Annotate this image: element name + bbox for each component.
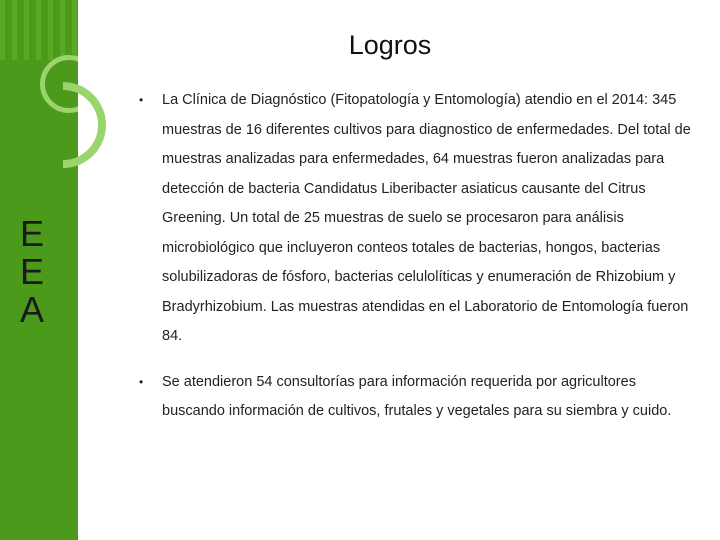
sidebar-acronym	[20, 215, 60, 329]
bullet-text: Se atendieron 54 consultorías para información requerida por agricultores buscando información de cultivos, frutales y vegetales para su siembra y cuido.	[162, 373, 672, 419]
bullet-icon: •	[139, 374, 144, 389]
acronym-letter: A	[20, 289, 45, 330]
page-title: Logros	[348, 30, 432, 60]
bullet-icon: •	[139, 93, 144, 107]
stripe-pattern	[0, 0, 78, 60]
bullet-text: La Clínica de Diagnóstico (Fitopatología y Entomología) atendio en el 2014: 345 muestras de 16 diferentes cultivos para diagnostico de enfermedades. Del total de muestras analizadas para enfermedades, 64 muestras fueron analizadas para detección de bacteria Candidatus Liberibacter asiaticus causante del Citrus Greening. Un total de 25 muestras de suelo se procesaron para análisis microbiológico que incluyeron conteos totales de bacterias, hongos, bacterias solubilizadoras de fósforo, bacterias celulolíticas y enumeración de Rhizobium y Bradyrhizobium. Las muestras atendidas en el Laboratorio de Entomología fueron 84.	[162, 92, 691, 344]
acronym-letter: E	[20, 251, 45, 292]
acronym-letter: E	[20, 213, 45, 254]
bullet-list	[135, 86, 695, 427]
list-item	[135, 86, 695, 352]
list-item	[135, 368, 695, 427]
